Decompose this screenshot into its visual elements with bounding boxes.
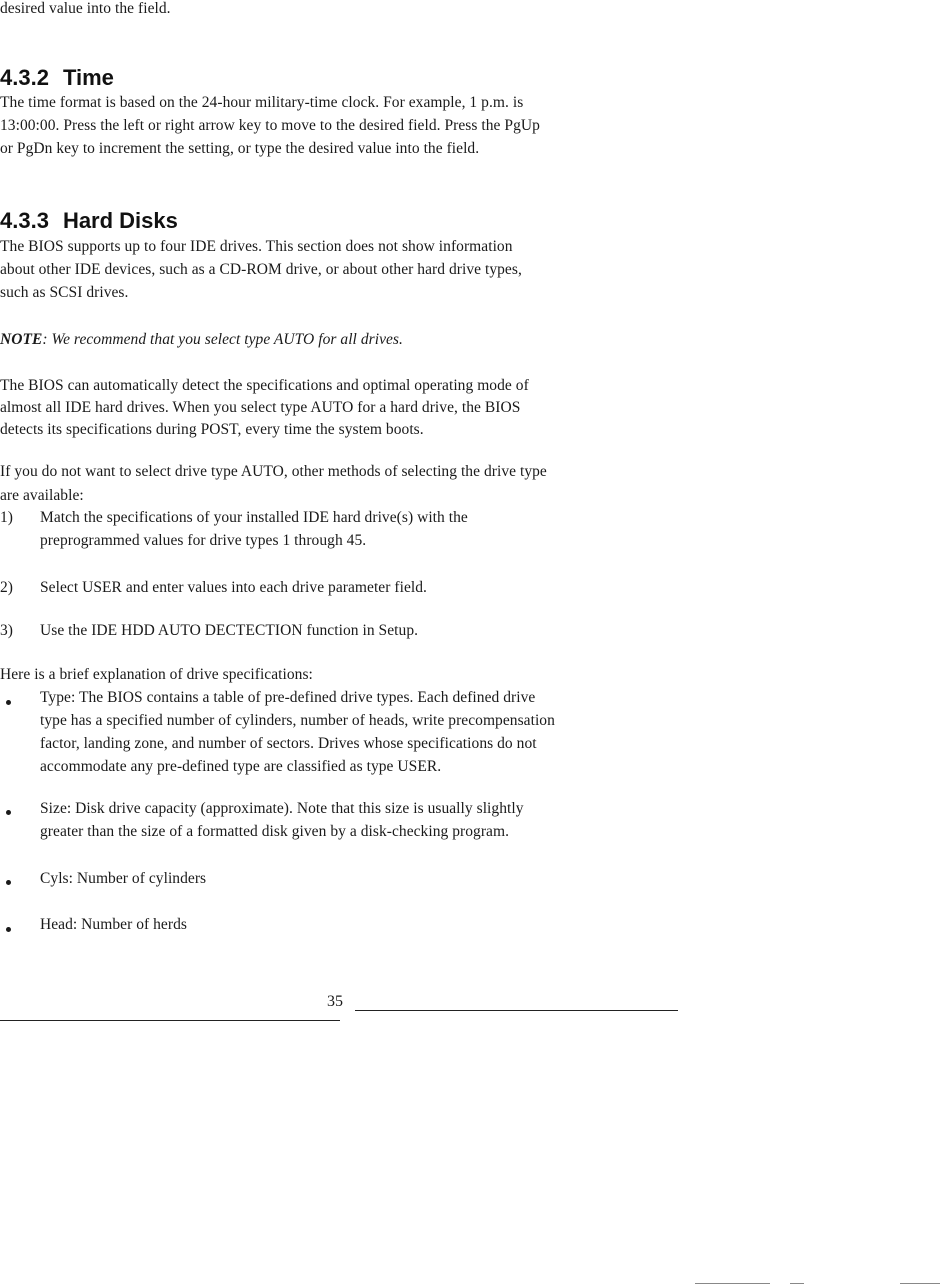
page-number: 35 xyxy=(327,993,343,1010)
disks-intro-line-3: such as SCSI drives. xyxy=(0,284,129,301)
note-text: : We recommend that you select type AUTO for all drives. xyxy=(42,331,403,348)
note xyxy=(0,329,403,351)
method-marker: 1) xyxy=(0,509,14,526)
section-number: 4.3.3 xyxy=(0,208,49,233)
section-title: Time xyxy=(62,65,114,90)
footer-rule-right xyxy=(355,1010,678,1011)
scan-artifact xyxy=(695,1283,770,1284)
disks-intro-line-1: The BIOS supports up to four IDE drives. This section does not show information xyxy=(0,238,513,255)
auto-paragraph-line-3: detects its specifications during POST, every time the system boots. xyxy=(0,421,424,438)
time-paragraph-line-1: The time format is based on the 24-hour military-time clock. For example, 1 p.m. is xyxy=(0,94,524,111)
bullet-icon xyxy=(6,700,11,705)
scan-artifact xyxy=(900,1283,940,1284)
spec-cyls-line-1: Cyls: Number of cylinders xyxy=(40,870,207,887)
spec-head-line-1: Head: Number of herds xyxy=(40,916,187,933)
bullet-icon xyxy=(6,927,11,932)
time-paragraph-line-2: 13:00:00. Press the left or right arrow key to move to the desired field. Press the PgUp xyxy=(0,117,540,134)
other-methods-line-1: If you do not want to select drive type AUTO, other methods of selecting the drive type xyxy=(0,463,547,480)
section-heading-hard-disks xyxy=(0,208,178,234)
section-number: 4.3.2 xyxy=(0,65,49,90)
section-heading-time xyxy=(0,65,114,91)
footer-rule-left xyxy=(0,1020,340,1021)
spec-type-line-1: Type: The BIOS contains a table of pre-defined drive types. Each defined drive xyxy=(40,689,536,706)
continued-text-fragment: desired value into the field. xyxy=(0,0,171,17)
bullet-icon xyxy=(6,880,11,885)
spec-type-line-2: type has a specified number of cylinders, number of heads, write precompensation xyxy=(40,712,555,729)
scan-artifact xyxy=(790,1283,804,1284)
section-title: Hard Disks xyxy=(62,208,178,233)
spec-type-line-3: factor, landing zone, and number of sectors. Drives whose specifications do not xyxy=(40,735,537,752)
method-2-line-1: Select USER and enter values into each drive parameter field. xyxy=(40,579,427,596)
auto-paragraph-line-2: almost all IDE hard drives. When you select type AUTO for a hard drive, the BIOS xyxy=(0,399,521,416)
disks-intro-line-2: about other IDE devices, such as a CD-ROM drive, or about other hard drive types, xyxy=(0,261,522,278)
spec-explanation-intro: Here is a brief explanation of drive specifications: xyxy=(0,666,313,683)
spec-size-line-1: Size: Disk drive capacity (approximate). Note that this size is usually slightly xyxy=(40,800,524,817)
note-label: NOTE xyxy=(0,331,43,348)
bullet-icon xyxy=(6,810,11,815)
method-1-line-2: preprogrammed values for drive types 1 through 45. xyxy=(40,532,367,549)
spec-type-line-4: accommodate any pre-defined type are classified as type USER. xyxy=(40,758,442,775)
method-marker: 2) xyxy=(0,579,14,596)
spec-size-line-2: greater than the size of a formatted disk given by a disk-checking program. xyxy=(40,823,510,840)
method-3-line-1: Use the IDE HDD AUTO DECTECTION function in Setup. xyxy=(40,622,419,639)
time-paragraph-line-3: or PgDn key to increment the setting, or type the desired value into the field. xyxy=(0,140,480,157)
auto-paragraph-line-1: The BIOS can automatically detect the specifications and optimal operating mode of xyxy=(0,377,529,394)
other-methods-line-2: are available: xyxy=(0,487,84,504)
method-1-line-1: Match the specifications of your installed IDE hard drive(s) with the xyxy=(40,509,468,526)
method-marker: 3) xyxy=(0,622,14,639)
